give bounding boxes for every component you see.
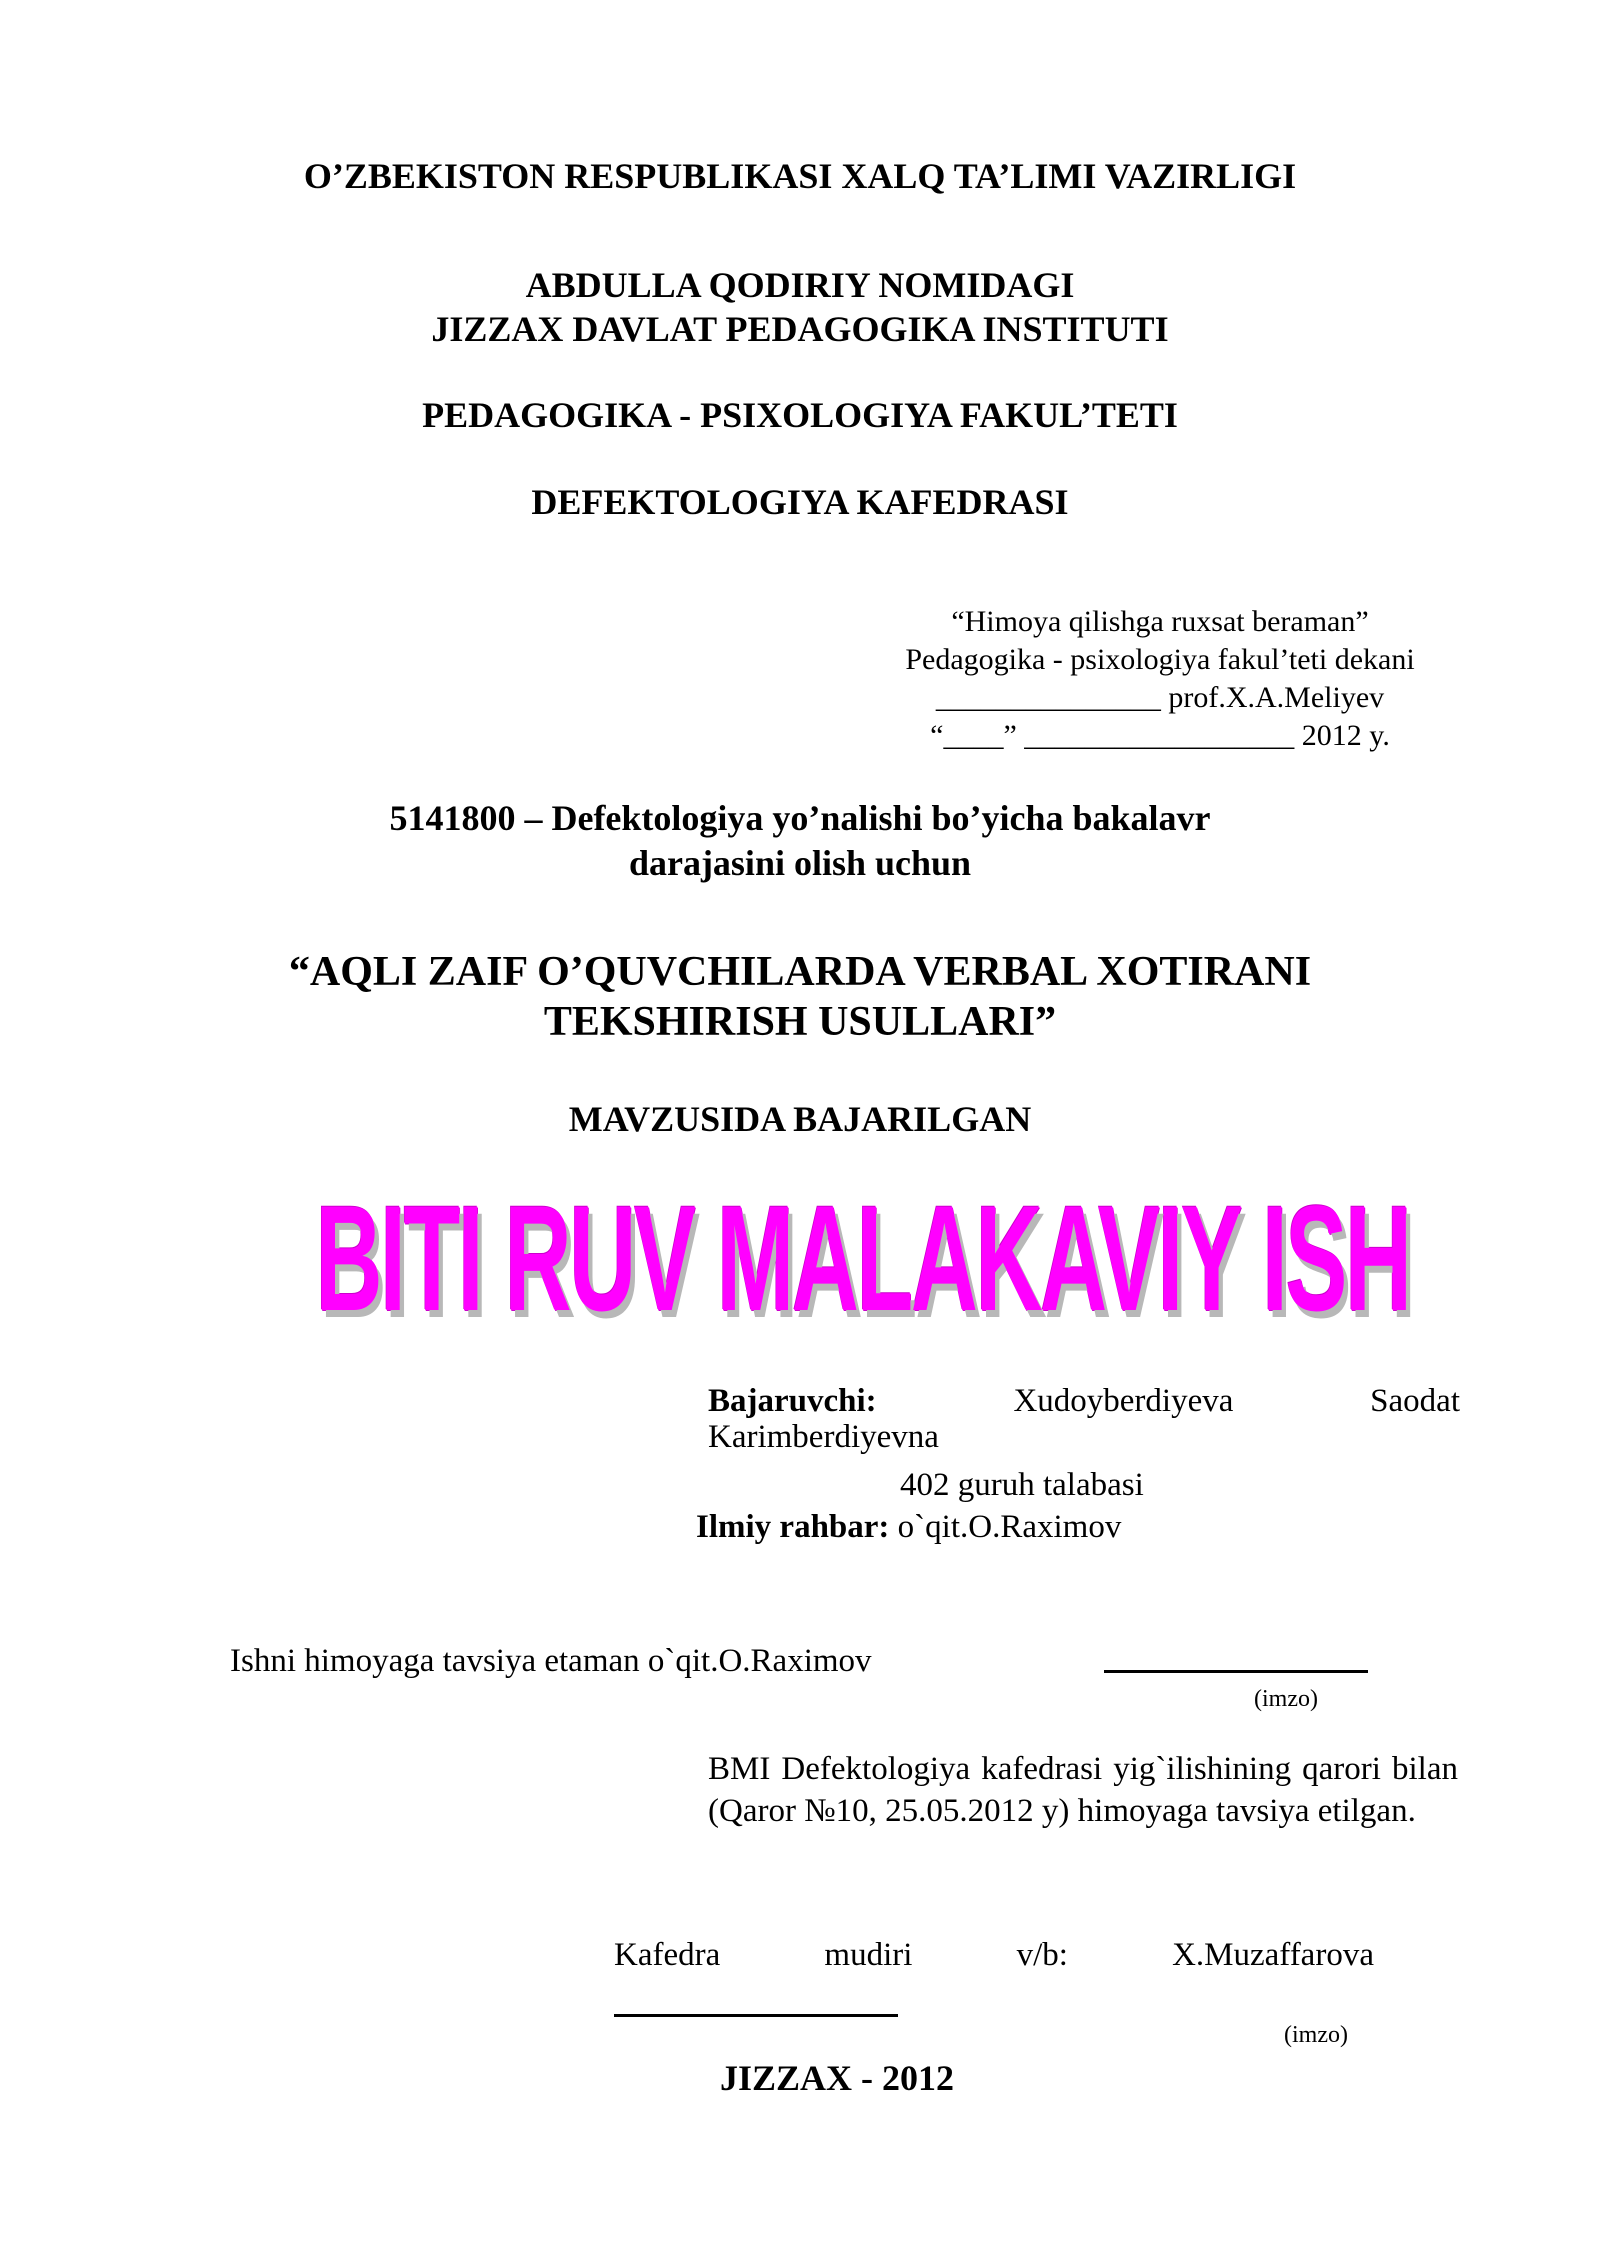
signature-line <box>1104 1670 1368 1673</box>
head-word1: Kafedra <box>614 1937 721 1973</box>
signature-caption: (imzo) <box>1254 1686 1318 1712</box>
topic-suffix: MAVZUSIDA BAJARILGAN <box>568 1099 1032 1139</box>
performer-block <box>708 1380 1460 1458</box>
head-name: X.Muzaffarova <box>1172 1937 1374 1973</box>
advisor-line <box>696 1506 1121 1548</box>
committee-text: BMI Defektologiya kafedrasi yig`ilishining qarori bilan (Qaror №10, 25.05.2012 y) himoyaga tavsiya etilgan. <box>708 1751 1458 1829</box>
advisor-label: Ilmiy rahbar: <box>696 1509 890 1545</box>
approval-line2: Pedagogika - psixologiya fakul’teti dekani <box>905 643 1415 676</box>
performer-surname: Xudoyberdiyeva <box>1013 1383 1234 1419</box>
head-word2: mudiri <box>824 1937 913 1973</box>
institute-name-line2: JIZZAX DAVLAT PEDAGOGIKA INSTITUTI <box>431 309 1169 349</box>
faculty-name: PEDAGOGIKA - PSIXOLOGIYA FAKUL’TETI <box>422 395 1178 435</box>
performer-name: Saodat <box>1370 1383 1460 1419</box>
head-word3: v/b: <box>1016 1937 1068 1973</box>
recommend-text: Ishni himoyaga tavsiya etaman o`qit.O.Raximov <box>230 1643 872 1679</box>
institute-name-line1: ABDULLA QODIRIY NOMIDAGI <box>525 265 1075 305</box>
city-year: JIZZAX - 2012 <box>720 2058 955 2098</box>
head-line <box>614 1934 1374 1976</box>
degree-line2: darajasini olish uchun <box>628 843 972 883</box>
work-title-art: BITI RUV MALAKAVIY ISH <box>315 1174 1410 1342</box>
advisor-name: o`qit.O.Raximov <box>889 1509 1122 1545</box>
performer-label: Bajaruvchi: <box>708 1383 877 1419</box>
approval-line1: “Himoya qilishga ruxsat beraman” <box>951 605 1369 638</box>
ministry-title: O’ZBEKISTON RESPUBLIKASI XALQ TA’LIMI VAZIRLIGI <box>303 156 1297 196</box>
department-name: DEFEKTOLOGIYA KAFEDRASI <box>531 482 1069 522</box>
performer-patronymic: Karimberdiyevna <box>708 1419 939 1455</box>
head-signature-caption: (imzo) <box>1284 2022 1348 2048</box>
approval-line3: _______________ prof.X.A.Meliyev <box>935 681 1385 714</box>
topic-line1: “AQLI ZAIF O’QUVCHILARDA VERBAL XOTIRANI <box>288 949 1312 995</box>
approval-line4: “____” __________________ 2012 y. <box>930 719 1390 752</box>
head-signature-line <box>614 2014 898 2017</box>
performer-group: 402 guruh talabasi <box>900 1467 1144 1503</box>
topic-line2: TEKSHIRISH USULLARI” <box>543 999 1057 1045</box>
approval-block <box>880 603 1440 755</box>
degree-line1: 5141800 – Defektologiya yo’nalishi bo’yicha bakalavr <box>389 798 1211 838</box>
